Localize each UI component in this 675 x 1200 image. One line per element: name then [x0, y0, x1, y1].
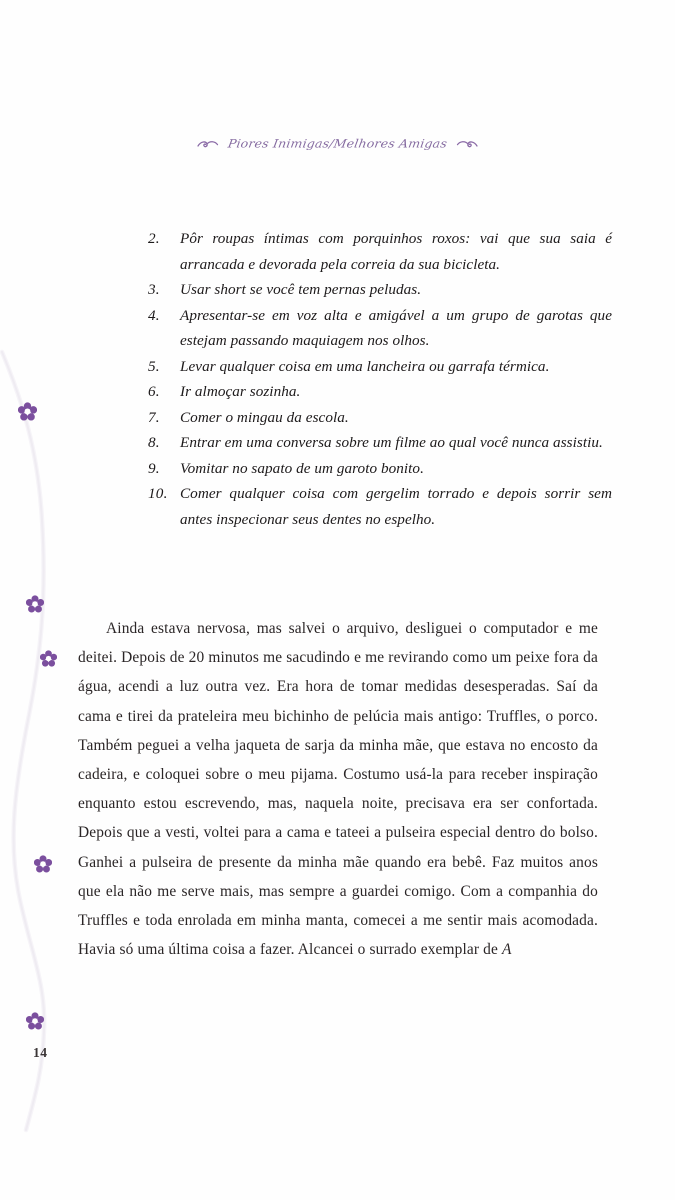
- list-item-text: Usar short se você tem pernas peludas.: [180, 281, 422, 298]
- flower-icon-5: [26, 1012, 44, 1030]
- list-item-number: 4.: [148, 306, 160, 324]
- vine-stem-icon: [0, 0, 110, 1200]
- list-item-text: Vomitar no sapato de um garoto bonito.: [180, 459, 424, 477]
- list-item-text: Apresentar-se em voz alta e amigável a um grupo de garotas que estejam passando maquiagem nos olhos.: [180, 306, 612, 349]
- list-item: [148, 405, 612, 431]
- flower-icon-3: [40, 650, 57, 667]
- body-paragraph-italic-tail: A: [502, 941, 512, 959]
- list-item: [148, 226, 612, 277]
- list-item: [148, 277, 612, 303]
- flourish-swirl-icon: [197, 138, 219, 150]
- list-item-number: 7.: [148, 408, 160, 426]
- list-item: [148, 303, 612, 354]
- list-item: [148, 481, 612, 532]
- vine-decoration: [0, 0, 110, 1200]
- list-item-number: 10.: [148, 485, 168, 502]
- list-item: [148, 456, 612, 482]
- flower-icon-4: [34, 855, 52, 873]
- body-text-block: [78, 614, 598, 964]
- list-item-text: Comer qualquer coisa com gergelim torrado e depois sorrir sem antes inspecionar seus dentes no espelho.: [180, 485, 612, 528]
- running-head-title: Piores Inimigas/Melhores Amigas: [226, 136, 449, 151]
- running-head: [0, 136, 675, 155]
- list-item: [148, 379, 612, 405]
- list-item-text: Levar qualquer coisa em uma lancheira ou garrafa térmica.: [180, 357, 550, 375]
- list-item: [148, 354, 612, 380]
- list-item-number: 8.: [148, 434, 160, 451]
- list-item-text: Ir almoçar sozinha.: [180, 383, 301, 400]
- flower-icon-1: [18, 402, 37, 421]
- body-paragraph: [78, 614, 598, 964]
- numbered-list: [108, 226, 612, 532]
- body-paragraph-text: Ainda estava nervosa, mas salvei o arquivo, desliguei o computador e me deitei. Depois de 20 minutos me sacudindo e me revirando como um peixe fora da água, acendi a luz outra vez. Era hora de tomar medidas desesperadas. Saí da cama e tirei da prateleira meu bichinho de pelúcia mais antigo: Truffles, o porco. Também peguei a velha jaqueta de sarja da minha mãe, que estava no encosto da cadeira, e coloquei sobre o meu pijama. Costumo usá-la para receber inspiração enquanto estou escrevendo, mas, naquela noite, precisava era ser confortada. Depois que a vesti, voltei para a cama e tateei a pulseira especial dentro do bolso. Ganhei a pulseira de presente da minha mãe quando era bebê. Faz muitos anos que ela não me serve mais, mas sempre a guardei comigo. Com a companhia do Truffles e toda enrolada em minha manta, comecei a me sentir mais acomodada. Havia só uma última coisa a fazer. Alcancei o surrado exemplar de: [78, 620, 598, 959]
- list-item-number: 9.: [148, 459, 160, 477]
- list-item-number: 6.: [148, 383, 160, 400]
- list-item: [148, 430, 612, 456]
- list-item-text: Pôr roupas íntimas com porquinhos roxos: vai que sua saia é arrancada e devorada pela correia da sua bicicleta.: [180, 230, 612, 273]
- list-item-text: Comer o mingau da escola.: [180, 408, 349, 426]
- list-item-number: 5.: [148, 357, 160, 375]
- list-item-text: Entrar em uma conversa sobre um filme ao qual você nunca assistiu.: [180, 434, 603, 451]
- flourish-swirl-icon: [456, 138, 478, 150]
- page-number: 14: [33, 1045, 48, 1060]
- list-item-number: 2.: [148, 230, 160, 247]
- flower-icon-2: [26, 595, 44, 613]
- list-item-number: 3.: [148, 281, 160, 298]
